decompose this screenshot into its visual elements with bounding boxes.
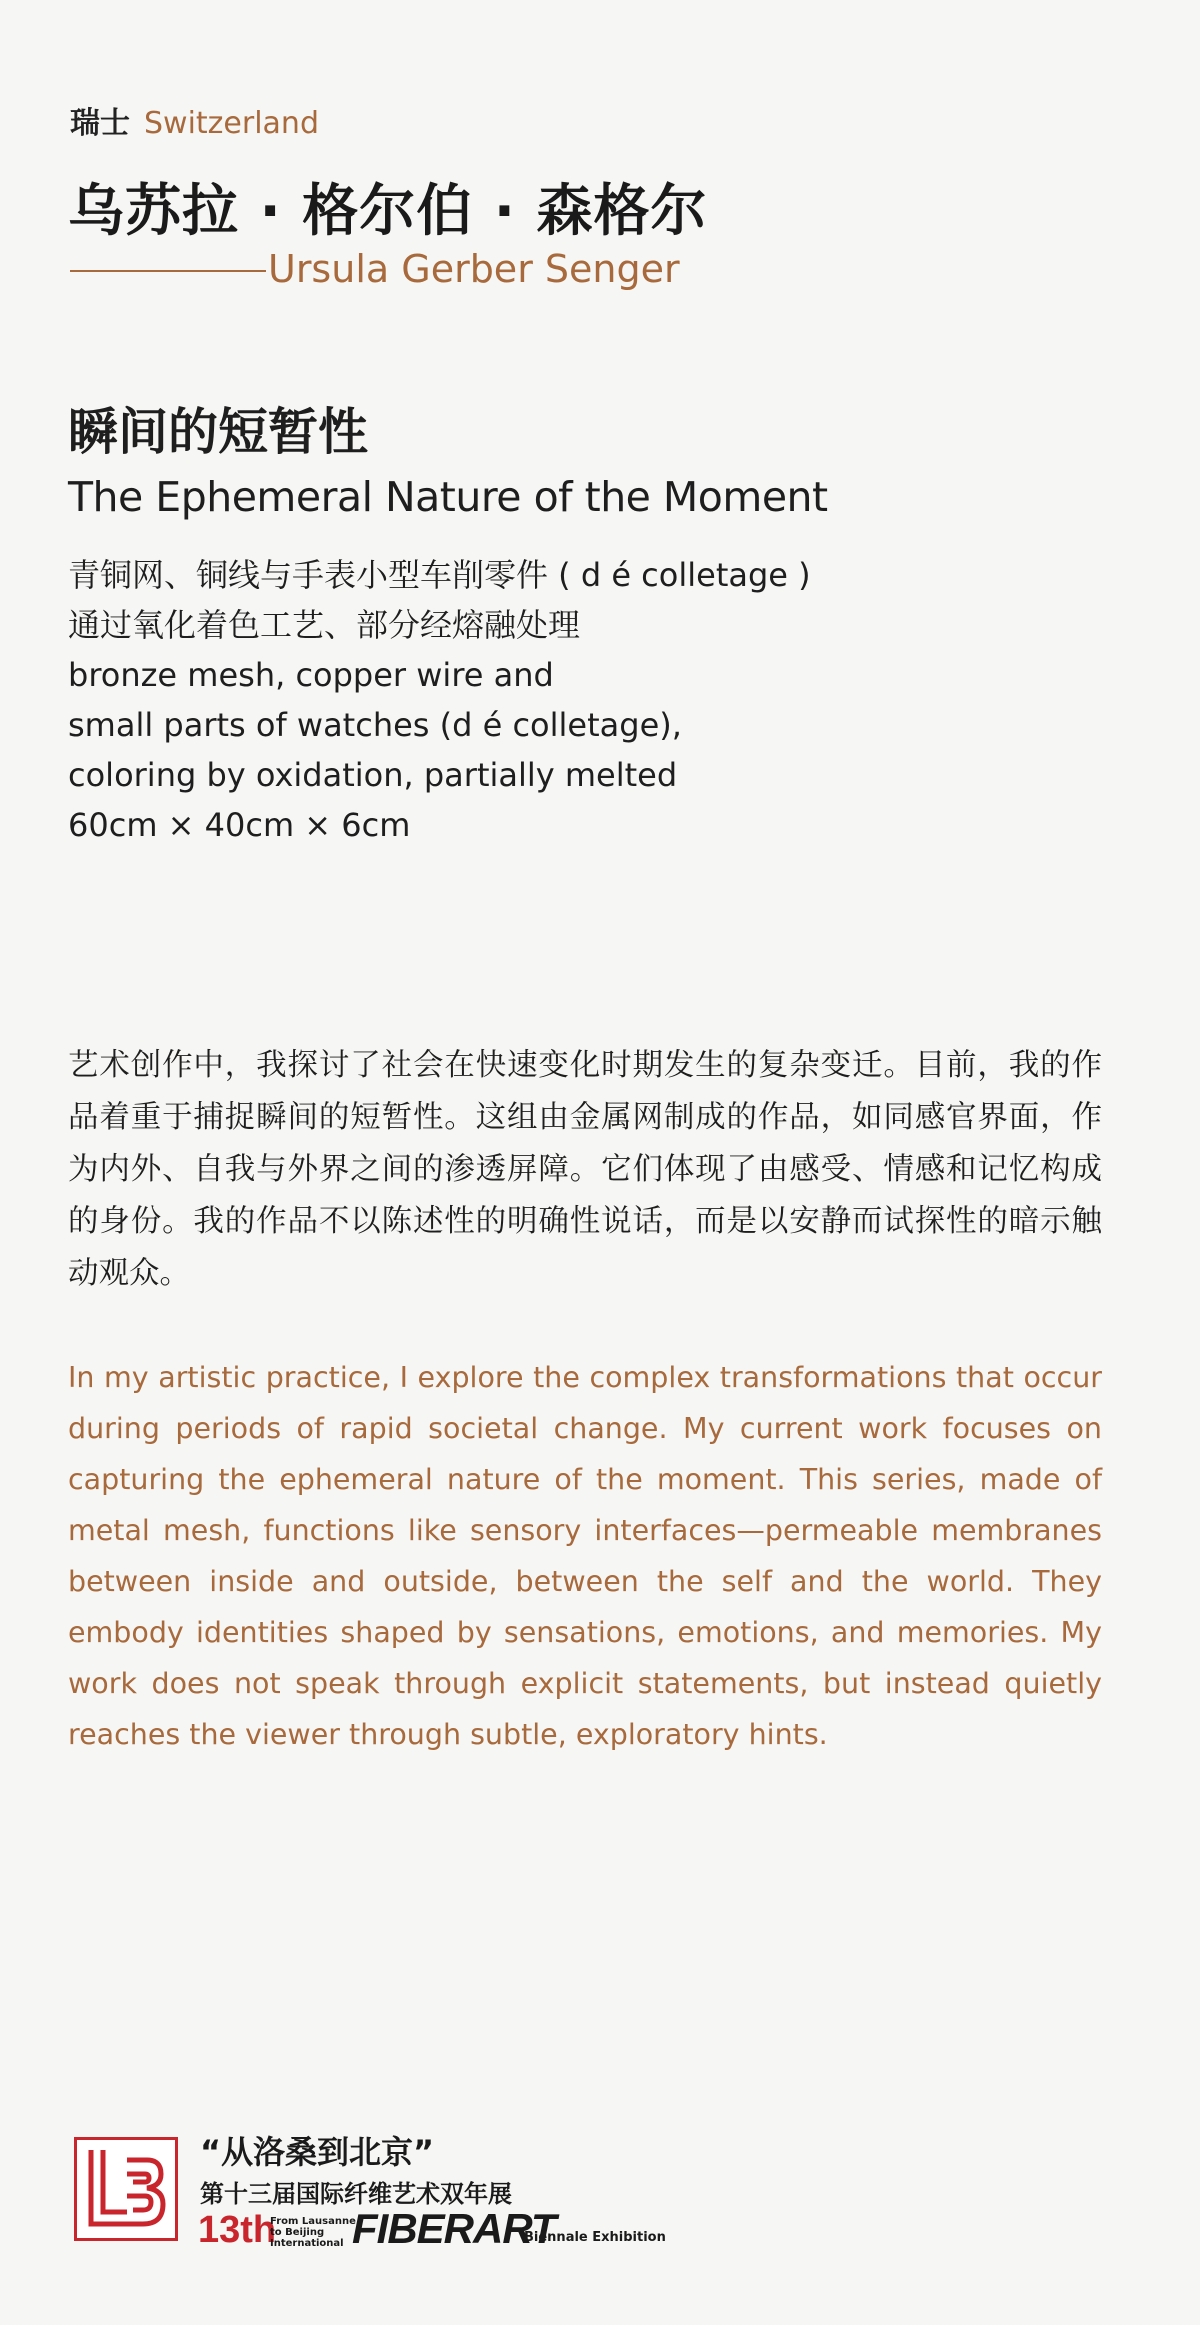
footer-biennale: Biennale Exhibition (524, 2230, 666, 2245)
artist-country (70, 104, 319, 144)
name-divider-line (70, 270, 266, 272)
country-en: Switzerland (144, 106, 319, 141)
work-title-cn: 瞬间的短暂性 (68, 403, 368, 461)
materials-line: small parts of watches (d é colletage), (68, 706, 682, 744)
materials-line: bronze mesh, copper wire and (68, 656, 554, 694)
materials-line: 通过氧化着色工艺、部分经熔融处理 (68, 606, 581, 644)
footer-quote-cn: “从洛桑到北京” (200, 2133, 435, 2171)
statement-en: In my artistic practice, I explore the complex transformations that occur during periods of rapid societal change. My current work focuses on capturing the ephemeral nature of the moment. This series, made of metal mesh, functions like sensory interfaces—permeable membranes between inside and outside, between the self and the world. They embody identities shaped by sensations, emotions, and memories. My work does not speak through explicit statements, but instead quietly reaches the viewer through subtle, exploratory hints. (68, 1361, 1102, 1751)
footer-from-line: From Lausanne (270, 2216, 356, 2227)
country-cn: 瑞士 (70, 106, 130, 141)
artist-name-cn: 乌苏拉 · 格尔伯 · 森格尔 (68, 179, 708, 244)
footer-fiberart: FIBERART (352, 2205, 556, 2252)
footer-from-line: International (270, 2238, 344, 2249)
dimensions: 60cm × 40cm × 6cm (68, 806, 411, 844)
footer-subtitle-cn: 第十三届国际纤维艺术双年展 (200, 2180, 512, 2208)
footer-from-block (270, 2216, 356, 2249)
footer-from-line: to Beijing (270, 2227, 325, 2238)
statement-cn: 艺术创作中，我探讨了社会在快速变化时期发生的复杂变迁。目前，我的作品着重于捕捉瞬间的短暂性。这组由金属网制成的作品，如同感官界面，作为内外、自我与外界之间的渗透屏障。它们体现了由感受、情感和记忆构成的身份。我的作品不以陈述性的明确性说话，而是以安静而试探性的暗示触动观众。 (68, 1048, 1102, 1291)
artist-name-en: Ursula Gerber Senger (268, 247, 680, 291)
materials-block (68, 550, 1088, 850)
lb-logo-icon (74, 2137, 178, 2241)
lb-logo-mark (77, 2140, 175, 2238)
footer-edition: 13th (198, 2209, 277, 2251)
materials-line: coloring by oxidation, partially melted (68, 756, 678, 794)
materials-line: 青铜网、铜线与手表小型车削零件 ( d é colletage ) (68, 556, 811, 594)
work-title-en: The Ephemeral Nature of the Moment (68, 473, 828, 521)
